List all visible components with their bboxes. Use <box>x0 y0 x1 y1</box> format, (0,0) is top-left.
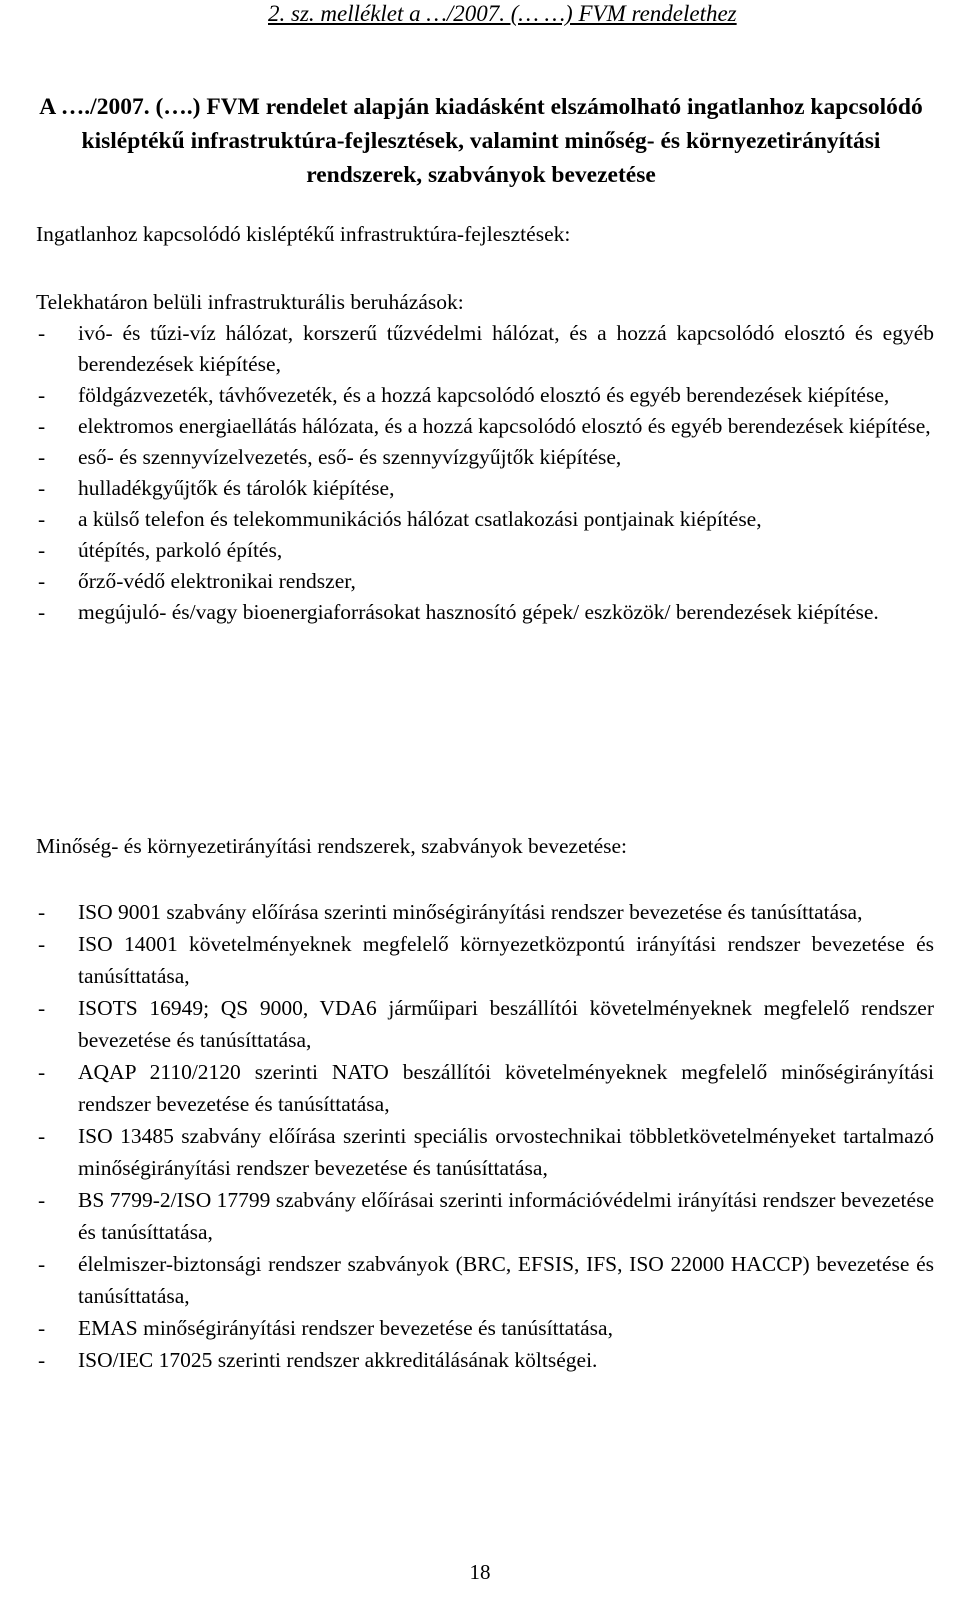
list-item: - őrző-védő elektronikai rendszer, <box>36 566 934 597</box>
list-item: - AQAP 2110/2120 szerinti NATO beszállítói követelményeknek megfelelő minőségirányítási rendszer bevezetése és tanúsíttatása, <box>36 1056 934 1120</box>
list-item: - ISOTS 16949; QS 9000, VDA6 járműipari beszállítói követelményeknek megfelelő rendszer bevezetése és tanúsíttatása, <box>36 992 934 1056</box>
list-item: - ISO/IEC 17025 szerinti rendszer akkreditálásának költségei. <box>36 1344 934 1376</box>
section1-heading: Ingatlanhoz kapcsolódó kisléptékű infrastruktúra-fejlesztések: <box>36 222 571 246</box>
list-item: - útépítés, parkoló építés, <box>36 535 934 566</box>
list-item: - hulladékgyűjtők és tárolók kiépítése, <box>36 473 934 504</box>
quality-systems-list <box>36 896 934 1376</box>
list-item: - ISO 9001 szabvány előírása szerinti minőségirányítási rendszer bevezetése és tanúsíttatása, <box>36 896 934 928</box>
list-item: - EMAS minőségirányítási rendszer bevezetése és tanúsíttatása, <box>36 1312 934 1344</box>
list-item: - ivó- és tűzi-víz hálózat, korszerű tűzvédelmi hálózat, és a hozzá kapcsolódó elosztó és egyéb berendezések kiépítése, <box>36 318 934 380</box>
section1-list-block <box>36 318 934 628</box>
list-item: - elektromos energiaellátás hálózata, és a hozzá kapcsolódó elosztó és egyéb berendezések kiépítése, <box>36 411 934 442</box>
list-item: - ISO 13485 szabvány előírása szerinti speciális orvostechnikai többletkövetelményeket tartalmazó minőségirányítási rendszer bevezetése és tanúsíttatása, <box>36 1120 934 1184</box>
document-title: A …./2007. (….) FVM rendelet alapján kiadásként elszámolható ingatlanhoz kapcsolódó kisléptékű infrastruktúra-fejlesztések, valamint minőség- és környezetirányítási rendszerek, szabványok bevezetése <box>39 94 923 188</box>
list-item: - eső- és szennyvízelvezetés, eső- és szennyvízgyűjtők kiépítése, <box>36 442 934 473</box>
list-item: - a külső telefon és telekommunikációs hálózat csatlakozási pontjainak kiépítése, <box>36 504 934 535</box>
list-item: - földgázvezeték, távhővezeték, és a hozzá kapcsolódó elosztó és egyéb berendezések kiépítése, <box>36 380 934 411</box>
page-number: 18 <box>469 1560 491 1584</box>
list-item: - élelmiszer-biztonsági rendszer szabványok (BRC, EFSIS, IFS, ISO 22000 HACCP) bevezetése és tanúsíttatása, <box>36 1248 934 1312</box>
list-item: - ISO 14001 követelményeknek megfelelő környezetközpontú irányítási rendszer bevezetése és tanúsíttatása, <box>36 928 934 992</box>
section2-heading: Minőség- és környezetirányítási rendszerek, szabványok bevezetése: <box>36 834 628 858</box>
section1-subheading: Telekhatáron belüli infrastrukturális beruházások: <box>36 290 464 314</box>
list-item: - megújuló- és/vagy bioenergiaforrásokat hasznosító gépek/ eszközök/ berendezések kiépítése. <box>36 597 934 628</box>
section2-list-block <box>36 896 934 1376</box>
infrastructure-list <box>36 318 934 628</box>
annex-header: 2. sz. melléklet a …/2007. (… …) FVM rendelethez <box>268 1 737 26</box>
list-item: - BS 7799-2/ISO 17799 szabvány előírásai szerinti információvédelmi irányítási rendszer bevezetése és tanúsíttatása, <box>36 1184 934 1248</box>
